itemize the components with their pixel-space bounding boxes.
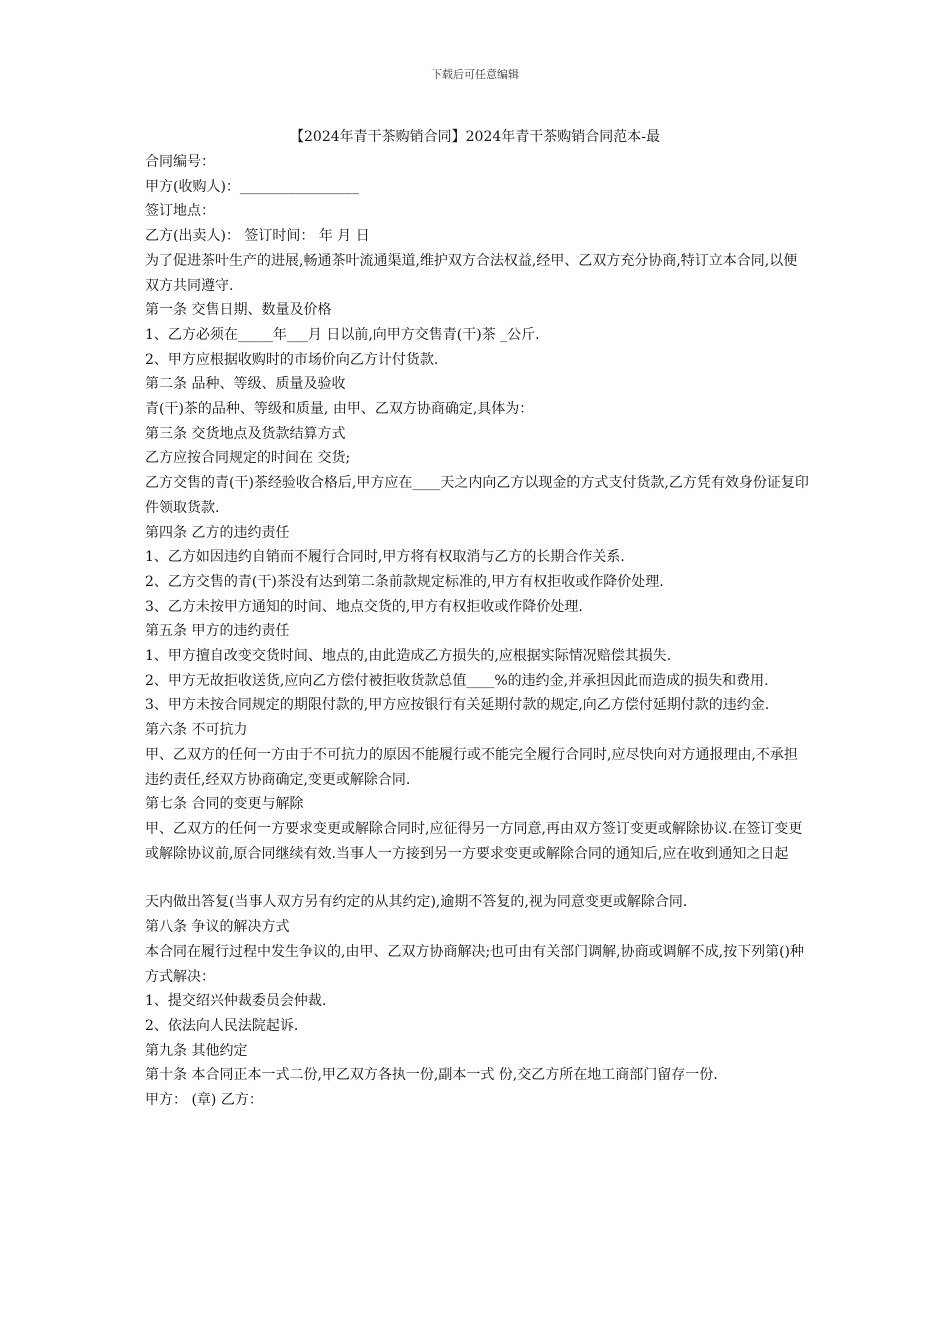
article-2-text: 青(干)茶的品种、等级和质量, 由甲、乙双方协商确定,具体为： (145, 401, 534, 418)
contract-body (145, 150, 810, 1113)
article-5-clause-1: 1、甲方擅自改变交货时间、地点的,由此造成乙方损失的,应根据实际情况赔偿其损失. (145, 648, 672, 665)
article-4-clause-2: 2、乙方交售的青(干)茶没有达到第二条前款规定标准的,甲方有权拒收或作降价处理. (145, 573, 664, 590)
document-title: 【2024年青干茶购销合同】2024年青干茶购销合同范本-最 (290, 129, 660, 145)
article-6-heading: 第六条 不可抗力 (145, 722, 248, 739)
article-7-continued: 天内做出答复(当事人双方另有约定的从其约定),逾期不答复的,视为同意变更或解除合同. (145, 894, 688, 911)
article-5-clause-2: 2、甲方无故拒收送货,应向乙方偿付被拒收货款总值____%的违约金,并承担因此而造成的损失和费用. (145, 672, 769, 689)
article-7-text: 甲、乙双方的任何一方要求变更或解除合同时,应征得另一方同意,再由双方签订变更或解除协议.在签订变更或解除协议前,原合同继续有效.当事人一方接到另一方要求变更或解除合同的通知后,应在收到通知之日起 (145, 820, 803, 862)
article-4-heading: 第四条 乙方的违约责任 (145, 524, 290, 541)
article-3-text-2: 乙方交售的青(干)茶经验收合格后,甲方应在____天之内向乙方以现金的方式支付货款,乙方凭有效身份证复印件领取货款. (145, 475, 809, 516)
paragraph-gap (145, 866, 810, 890)
article-5-heading: 第五条 甲方的违约责任 (145, 623, 290, 640)
article-4-clause-3: 3、乙方未按甲方通知的时间、地点交货的,甲方有权拒收或作降价处理. (145, 598, 583, 615)
signing-place-line: 签订地点： (145, 203, 215, 220)
article-3-heading: 第三条 交货地点及货款结算方式 (145, 425, 346, 442)
article-4-clause-1: 1、乙方如因违约自销而不履行合同时,甲方将有权取消与乙方的长期合作关系. (145, 549, 625, 566)
article-5-clause-3: 3、甲方未按合同规定的期限付款的,甲方应按银行有关延期付款的规定,向乙方偿付延期付款的违约金. (145, 697, 770, 714)
contract-number-line: 合同编号： (145, 154, 215, 170)
article-8-heading: 第八条 争议的解决方式 (145, 919, 290, 936)
article-1-heading: 第一条 交售日期、数量及价格 (145, 302, 332, 319)
article-3-text-1: 乙方应按合同规定的时间在 交货; (145, 450, 351, 467)
preamble-paragraph: 为了促进茶叶生产的进展,畅通茶叶流通渠道,维护双方合法权益,经甲、乙双方充分协商,特订立本合同,以便双方共同遵守. (145, 252, 798, 294)
party-a-line: 甲方(收购人)：_________________ (145, 178, 359, 195)
page-header: 下载后可任意编辑 (431, 68, 519, 81)
article-8-option-2: 2、依法向人民法院起诉. (145, 1017, 299, 1034)
article-8-text: 本合同在履行过程中发生争议的,由甲、乙双方协商解决;也可由有关部门调解,协商或调解不成,按下列第()种方式解决： (145, 943, 804, 985)
article-9-heading: 第九条 其他约定 (145, 1042, 248, 1059)
article-8-option-1: 1、提交绍兴仲裁委员会仲裁. (145, 993, 327, 1010)
article-7-heading: 第七条 合同的变更与解除 (145, 796, 304, 813)
article-1-clause-1: 1、乙方必须在_____年___月 日以前,向甲方交售青(干)茶 _公斤. (145, 326, 540, 343)
article-6-text: 甲、乙双方的任何一方由于不可抗力的原因不能履行或不能完全履行合同时,应尽快向对方通报理由,不承担违约责任,经双方协商确定,变更或解除合同. (145, 746, 798, 788)
article-10-text: 第十条 本合同正本一式二份,甲乙双方各执一份,副本一式 份,交乙方所在地工商部门留存一份. (145, 1067, 718, 1084)
article-1-clause-2: 2、甲方应根据收购时的市场价向乙方计付货款. (145, 351, 439, 368)
party-b-line: 乙方(出卖人)： 签订时间： 年 月 日 (145, 228, 370, 245)
signature-line: 甲方： (章) 乙方： (145, 1092, 263, 1109)
article-2-heading: 第二条 品种、等级、质量及验收 (145, 376, 346, 393)
